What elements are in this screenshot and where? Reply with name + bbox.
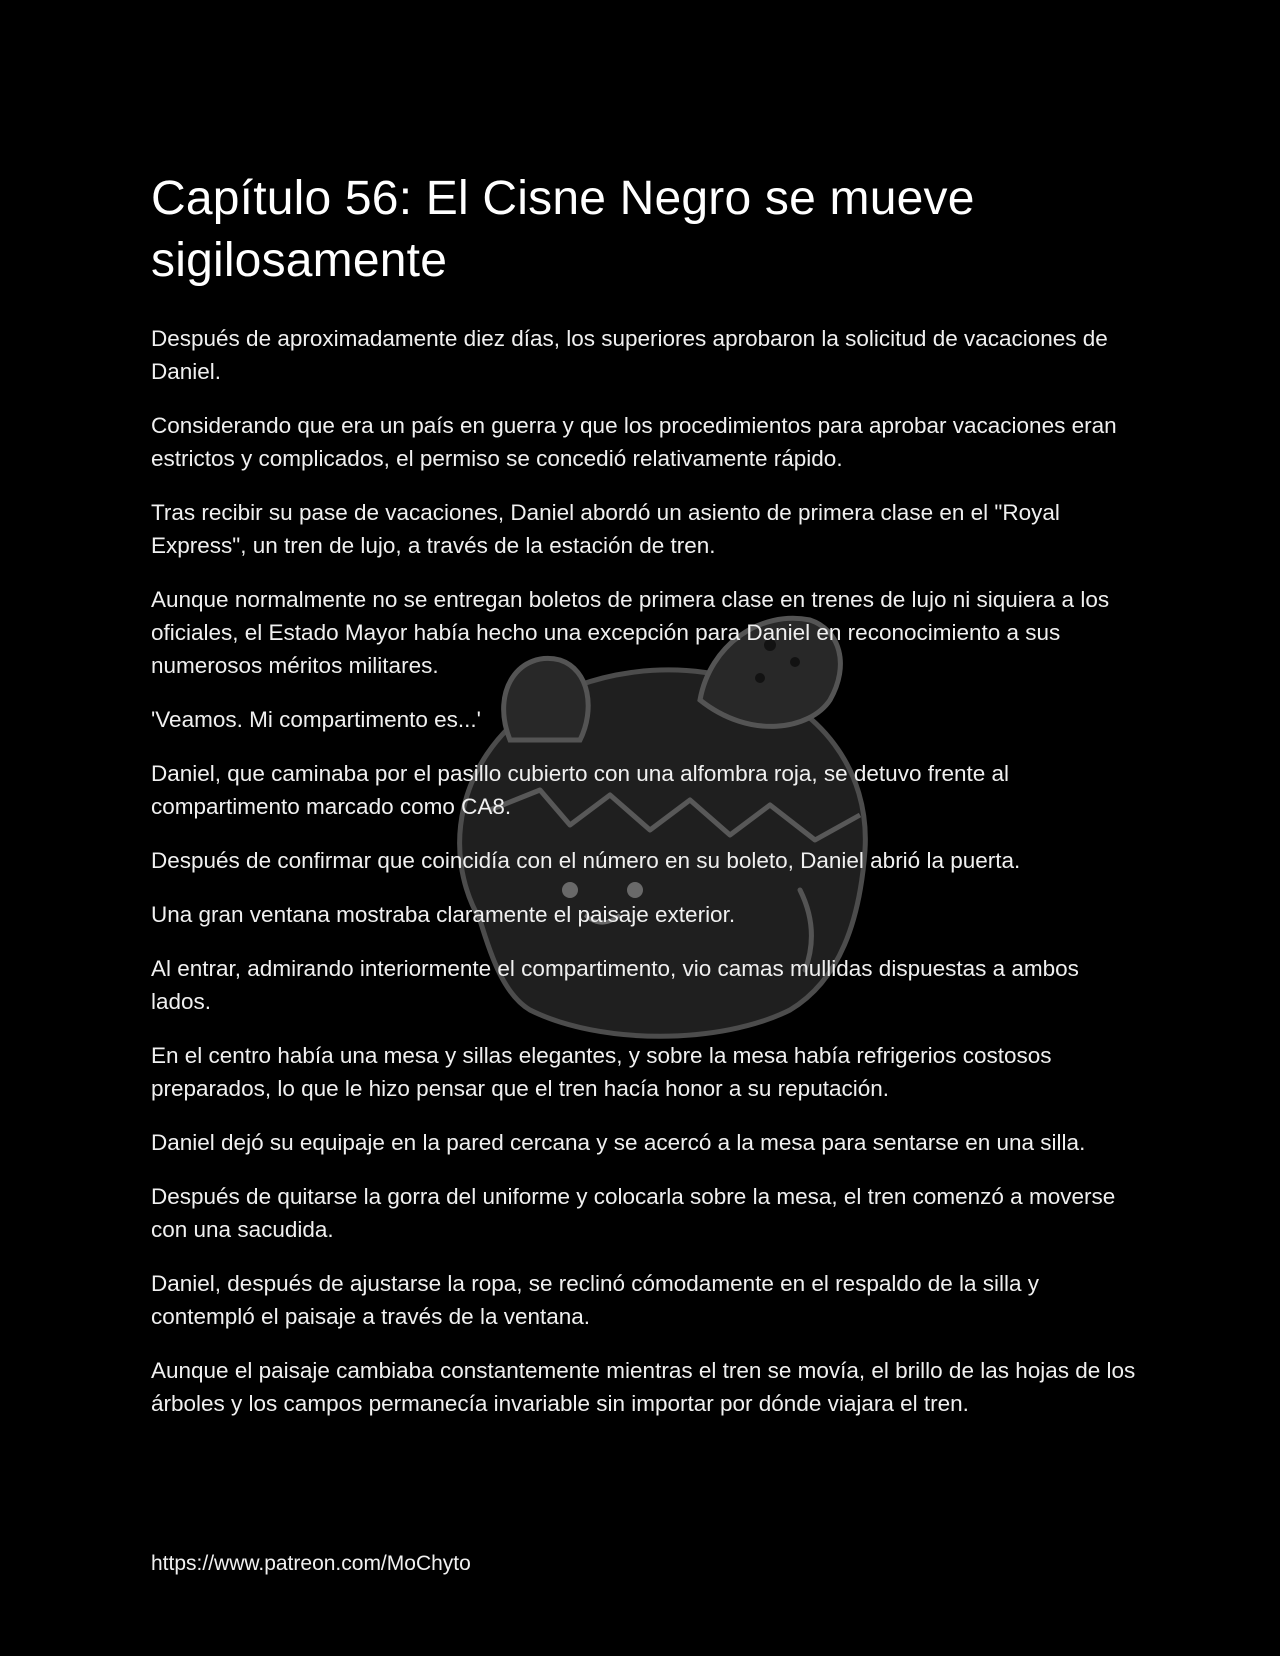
- paragraph: Al entrar, admirando interiormente el compartimento, vio camas mullidas dispuestas a ambos lados.: [151, 956, 1079, 1014]
- paragraph: En el centro había una mesa y sillas elegantes, y sobre la mesa había refrigerios costosos preparados, lo que le hizo pensar que el tren hacía honor a su reputación.: [151, 1043, 1052, 1101]
- paragraph: Aunque el paisaje cambiaba constantemente mientras el tren se movía, el brillo de las hojas de los árboles y los campos permanecía invariable sin importar por dónde viajara el tren.: [151, 1358, 1136, 1416]
- paragraph: Después de confirmar que coincidía con el número en su boleto, Daniel abrió la puerta.: [151, 848, 1021, 873]
- paragraph: Daniel, que caminaba por el pasillo cubierto con una alfombra roja, se detuvo frente al compartimento marcado como CA8.: [151, 761, 1010, 819]
- paragraph: Daniel, después de ajustarse la ropa, se reclinó cómodamente en el respaldo de la silla y contempló el paisaje a través de la ventana.: [151, 1271, 1040, 1329]
- paragraph: Aunque normalmente no se entregan boletos de primera clase en trenes de lujo ni siquiera a los oficiales, el Estado Mayor había hecho una excepción para Daniel en reconocimiento a sus numerosos méritos militares.: [151, 587, 1110, 678]
- paragraph: Considerando que era un país en guerra y que los procedimientos para aprobar vacaciones eran estrictos y complicados, el permiso se concedió relativamente rápido.: [151, 413, 1117, 471]
- patreon-link[interactable]: https://www.patreon.com/MoChyto: [151, 1552, 471, 1575]
- chapter-content: [151, 168, 1141, 1441]
- paragraph: Tras recibir su pase de vacaciones, Daniel abordó un asiento de primera clase en el "Royal Express", un tren de lujo, a través de la estación de tren.: [151, 500, 1060, 558]
- paragraph: 'Veamos. Mi compartimento es...': [151, 707, 481, 732]
- chapter-title: Capítulo 56: El Cisne Negro se mueve sigilosamente: [151, 172, 975, 287]
- paragraph: Después de quitarse la gorra del uniforme y colocarla sobre la mesa, el tren comenzó a moverse con una sacudida.: [151, 1184, 1116, 1242]
- paragraph: Una gran ventana mostraba claramente el paisaje exterior.: [151, 902, 736, 927]
- paragraph: Daniel dejó su equipaje en la pared cercana y se acercó a la mesa para sentarse en una silla.: [151, 1130, 1086, 1155]
- paragraph: Después de aproximadamente diez días, los superiores aprobaron la solicitud de vacaciones de Daniel.: [151, 326, 1108, 384]
